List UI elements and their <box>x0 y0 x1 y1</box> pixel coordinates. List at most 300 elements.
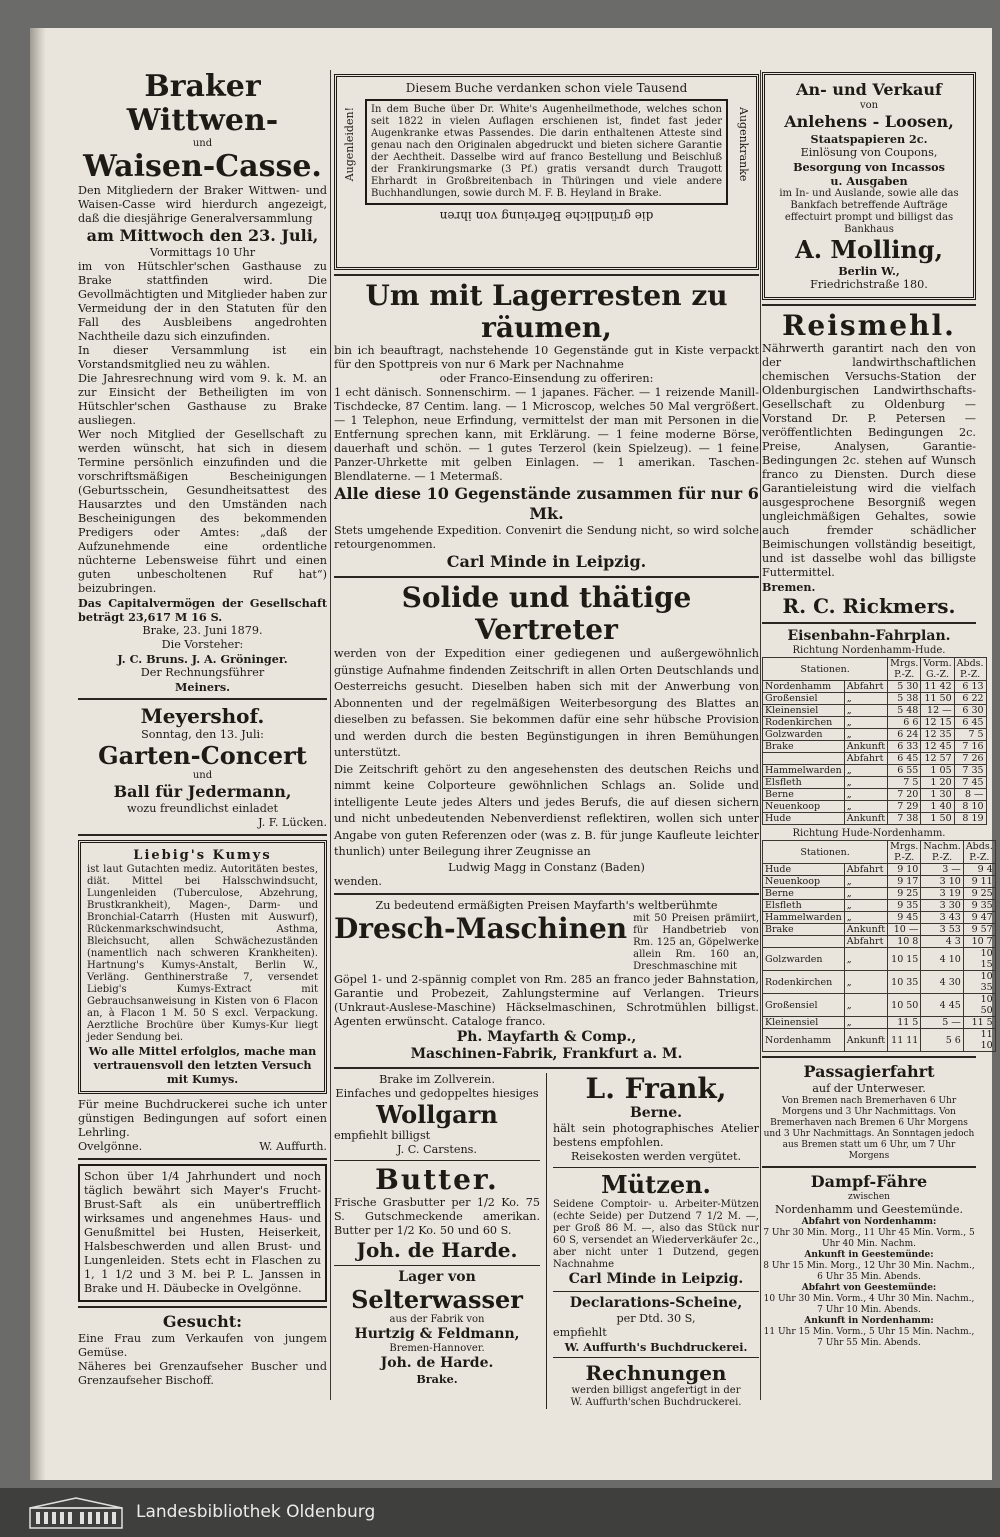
timetable-time: 9 25 <box>963 888 995 900</box>
ad-text: wozu freundlichst einladet <box>127 802 278 815</box>
timetable-time: 12 35 <box>921 729 954 741</box>
ad-city: Bremen-Hannover. <box>389 1342 485 1354</box>
timetable-time: 10 35 <box>888 971 921 994</box>
timetable-row <box>763 876 996 888</box>
ad-signatory: W. Auffurth. <box>259 1140 327 1153</box>
ad-firm: W. Auffurth's Buchdruckerei. <box>564 1339 748 1354</box>
timetable-kind: Ankunft <box>844 1029 887 1052</box>
ad-signatory: Joh. de Harde. <box>380 1354 494 1371</box>
timetable-time: 10 15 <box>888 948 921 971</box>
ad-subcolumn-left <box>334 1073 547 1409</box>
timetable-time: 5 — <box>921 1017 963 1029</box>
divider <box>334 893 759 895</box>
ad-text: Den Mitgliedern der Braker Wittwen- und Waisen-Casse wird hierdurch angezeigt, daß die diesjährige Generalversammlung <box>78 184 327 225</box>
timetable-time: 11 10 <box>963 1029 995 1052</box>
timetable-time: 6 45 <box>888 753 921 765</box>
timetable-row <box>763 888 996 900</box>
timetable-body <box>763 864 996 1052</box>
timetable-station: Nordenhamm <box>763 681 845 693</box>
ad-firm: Carl Minde in Leipzig. <box>446 552 647 571</box>
ad-title: Anlehens - Loosen, <box>784 112 954 131</box>
ad-title: An- und Verkauf <box>796 80 942 99</box>
ad-street: Friedrichstraße 180. <box>810 278 928 291</box>
ad-time: Vormittags 10 Uhr <box>149 246 256 259</box>
timetable-header-cell: Mrgs. P.-Z. <box>888 841 921 864</box>
ad-subcolumn-right <box>553 1073 759 1409</box>
divider <box>553 1357 759 1358</box>
timetable-row <box>763 801 987 813</box>
ad-text: Schon über 1/4 Jahrhundert und noch täglich bewährt sich Mayer's Frucht-Brust-Saft als ein unübertrefflich wirksames und angenehmes Haus- und Genußmittel bei Husten, Heiserkeit, Halsbeschwerden und allen Brust- und Lungenleiden. Stets echt in Flaschen zu 1, 1 1/2 und 3 M. bei P. L. Janssen in Brake und H. Däubecke in Ovelgönne. <box>84 1170 321 1295</box>
timetable-header-cell: Mrgs. P.-Z. <box>888 658 921 681</box>
ad-text: aus der Fabrik von <box>389 1313 485 1325</box>
ad-city: Berlin W., <box>838 264 900 278</box>
ad-line: Staatspapieren 2c. <box>810 132 928 146</box>
timetable-time: 12 15 <box>921 717 954 729</box>
timetable-station: Nordenhamm <box>763 1029 845 1052</box>
timetable-row <box>763 705 987 717</box>
ad-intro: Zu bedeutend ermäßigten Preisen Mayfarth's weltberühmte <box>375 898 718 912</box>
ad-note: Reisekosten werden vergütet. <box>570 1149 742 1163</box>
divider <box>334 1160 540 1161</box>
timetable-time: 10 15 <box>963 948 995 971</box>
timetable-row <box>763 900 996 912</box>
timetable-station: Neuenkoop <box>763 801 845 813</box>
timetable-kind: Ankunft <box>844 741 887 753</box>
ad-title: Dampf-Fähre <box>810 1172 928 1191</box>
ad-headline: Diesem Buche verdanken schon viele Tausend <box>405 81 688 95</box>
timetable-time: 8 19 <box>954 813 986 825</box>
ad-place: Brake. <box>416 1371 458 1386</box>
timetable-title: Eisenbahn-Fahrplan. <box>787 628 951 644</box>
ad-firm: Carl Minde in Leipzig. <box>568 1270 744 1287</box>
schedule-times: 7 Uhr 30 Min. Morg., 11 Uhr 45 Min. Vorm., 5 Uhr 40 Min. Nachm. <box>763 1228 975 1249</box>
timetable-row <box>763 765 987 777</box>
ad-reismehl <box>762 310 976 618</box>
timetable-time: 1 30 <box>921 789 954 801</box>
ad-firm-sub: Maschinen-Fabrik, Frankfurt a. M. <box>410 1045 683 1062</box>
timetable-time: 6 45 <box>954 717 986 729</box>
timetable-time: 5 48 <box>888 705 921 717</box>
timetable-time: 7 5 <box>954 729 986 741</box>
timetable-time: 4 45 <box>921 994 963 1017</box>
ad-footer-line <box>78 1140 327 1154</box>
ad-text: bin ich beauftragt, nachstehende 10 Gegenstände gut in Kiste verpackt für den Spottpreis von nur 6 Mark per Nachnahme <box>334 344 759 371</box>
timetable-station <box>763 753 845 765</box>
timetable-row <box>763 948 996 971</box>
ad-headline-inverted: die gründliche Befreiung von ihren <box>439 209 654 223</box>
ad-text: Die Zeitschrift gehört zu den angesehensten des deutschen Reichs und nimmt keine Colporteure gewöhnlichen Schlags an. Solide und intelligente Leute jedes Alters und jedes Berufs, die auf diesen sichern und nicht unbedeutenden Nebenverdienst reflektiren, wollen sich unter Angabe von guten Referenzen oder (was z. B. für junge Kaufleute leichter thunlich) unter Beilegung ihrer Zeugnisse an <box>334 762 759 858</box>
timetable-station <box>763 936 845 948</box>
divider <box>334 1265 540 1266</box>
timetable-time: 4 30 <box>921 971 963 994</box>
ad-line: Besorgung von Incassos <box>793 160 945 174</box>
ad-title: Meyershof. <box>140 704 265 728</box>
ad-slogan: Wo alle Mittel erfolglos, mache man vertrauensvoll den letzten Versuch mit Kumys. <box>88 1044 317 1086</box>
ad-text: Von Bremen nach Bremerhaven 6 Uhr Morgens und 3 Uhr Nachmittags. Von Bremerhaven nach Bremen 6 Uhr Morgens und 3 Uhr Nachmittags. An Sonntagen jedoch aus Bremen statt um 6 Uhr, um 7 Uhr Morgens <box>763 1096 975 1161</box>
timetable-row <box>763 693 987 705</box>
timetable-kind: „ <box>844 789 887 801</box>
timetable-time: 6 33 <box>888 741 921 753</box>
timetable-header-cell: Abds. P.-Z. <box>963 841 995 864</box>
timetable-row <box>763 681 987 693</box>
timetable-row <box>763 753 987 765</box>
timetable-kind: Abfahrt <box>844 753 887 765</box>
schedule-label: Abfahrt von Nordenhamm: <box>801 1217 937 1227</box>
ad-title: Gesucht: <box>162 1312 243 1331</box>
timetable-station: Rodenkirchen <box>763 971 845 994</box>
timetable-row <box>763 864 996 876</box>
timetable-time: 9 10 <box>888 864 921 876</box>
ad-title: Reismehl. <box>782 309 956 342</box>
ad-text: wenden. <box>334 874 382 888</box>
ad-subtitle: auf der Unterweser. <box>812 1082 926 1095</box>
timetable-time: 5 30 <box>888 681 921 693</box>
timetable-header-row <box>763 841 996 864</box>
timetable-time: 6 22 <box>954 693 986 705</box>
ad-signatories: J. C. Bruns. J. A. Gröninger. <box>117 652 288 666</box>
ad-headline: Garten-Concert <box>98 741 307 770</box>
timetable-time: 3 43 <box>921 912 963 924</box>
ad-title: Rechnungen <box>585 1360 727 1385</box>
schedule-times: 10 Uhr 30 Min. Vorm., 4 Uhr 30 Min. Nachm., 7 Uhr 10 Min. Abends. <box>763 1294 975 1315</box>
timetable-row <box>763 717 987 729</box>
timetable-header-cell: Abds. P.-Z. <box>954 658 986 681</box>
library-building-icon <box>28 1496 124 1530</box>
timetable-station: Kleinensiel <box>763 705 845 717</box>
ad-text: Stets umgehende Expedition. Convenirt die Sendung nicht, so wird solche retourgenommen. <box>334 524 759 551</box>
ad-offer: Alle diese 10 Gegenstände zusammen für nur 6 Mk. <box>334 484 759 523</box>
ad-route: Nordenhamm und Geestemünde. <box>774 1203 964 1216</box>
divider <box>762 304 976 306</box>
column-rule-1 <box>330 70 331 1400</box>
ad-gesucht <box>78 1312 327 1388</box>
timetable-time: 10 35 <box>963 971 995 994</box>
ad-text: ist laut Gutachten mediz. Autoritäten bestes, diät. Mittel bei Halsschwindsucht, Lungenleiden (Tuberculose, Abzehrung, Brustkrankheit), Magen-, Darm- und Bronchial-Catarrh (Husten mit Auswurf), Rückenmarkschwindsucht, Asthma, Bleichsucht, allen Schwächezuständen (namentlich nach schweren Krankheiten). Hartnung's Kumys-Anstalt, Berlin W., Verläng. Genthinerstraße 7, versendet Liebig's Kumys-Extract mit Gebrauchsanweisung in Kisten von 6 Flacon an, à Flacon 1 M. 50 S excl. Verpackung. Aerztliche Brochüre über Kumys-Kur liegt jeder Sendung bei. <box>87 864 318 1043</box>
timetable-row <box>763 994 996 1017</box>
column-rule-2 <box>760 70 761 1400</box>
divider <box>553 1291 759 1292</box>
divider <box>78 834 327 836</box>
ad-split-row <box>334 1073 759 1409</box>
timetable-header-cell: Stationen. <box>763 841 888 864</box>
timetable-kind: „ <box>844 765 887 777</box>
ad-place-date: Brake, 23. Juni 1879. <box>142 624 263 637</box>
ad-line: Einlösung von Coupons, <box>800 146 938 159</box>
ad-dreschmaschinen <box>334 899 759 1063</box>
timetable-header-row <box>763 658 987 681</box>
divider <box>78 1306 327 1308</box>
divider <box>334 576 759 578</box>
ad-title-2: Waisen-Casse. <box>83 149 322 184</box>
timetable-time: 8 — <box>954 789 986 801</box>
ad-firm: W. Auffurth'schen Buchdruckerei. <box>570 1396 742 1408</box>
timetable-time: 11 11 <box>888 1029 921 1052</box>
timetable-time: 4 10 <box>921 948 963 971</box>
ad-firm: Hurtzig & Feldmann, <box>354 1325 520 1342</box>
ad-text: werden billigst angefertigt in der <box>571 1384 741 1396</box>
divider <box>762 1056 976 1058</box>
timetable-station: Brake <box>763 924 845 936</box>
timetable-station: Golzwarden <box>763 948 845 971</box>
library-footer-bar <box>0 1488 1000 1537</box>
timetable-time: 12 57 <box>921 753 954 765</box>
timetable-time: 10 — <box>888 924 921 936</box>
ad-signatory-role: Der Rechnungsführer <box>140 666 265 679</box>
timetable-station: Großensiel <box>763 994 845 1017</box>
ad-text: Einfaches und gedoppeltes hiesiges <box>335 1086 539 1100</box>
timetable-direction: Richtung Nordenhamm-Hude. <box>792 645 946 656</box>
column-right <box>762 48 993 1477</box>
ad-conj: von <box>859 100 879 111</box>
schedule-label: Ankunft in Geestemünde: <box>804 1250 934 1260</box>
timetable-kind: „ <box>844 705 887 717</box>
timetable-station: Berne <box>763 888 845 900</box>
timetable-kind: „ <box>844 912 887 924</box>
timetable-kind: „ <box>844 888 887 900</box>
timetable-time: 3 19 <box>921 888 963 900</box>
ad-firm: A. Molling, <box>795 235 943 264</box>
timetable-time: 12 45 <box>921 741 954 753</box>
ad-side-label-right: Augenkranke <box>737 107 750 182</box>
timetable-station: Golzwarden <box>763 729 845 741</box>
schedule-label: Abfahrt von Geestemünde: <box>801 1283 937 1293</box>
divider <box>78 1158 327 1160</box>
timetable-time: 10 8 <box>888 936 921 948</box>
timetable-row <box>763 971 996 994</box>
timetable-time: 5 38 <box>888 693 921 705</box>
timetable-kind: „ <box>844 729 887 741</box>
timetable-kind: „ <box>844 717 887 729</box>
ad-wittwen-casse <box>78 70 327 694</box>
timetable-table-1 <box>762 657 987 825</box>
timetable-time: 8 10 <box>954 801 986 813</box>
ad-text: Wer noch Mitglied der Gesellschaft zu werden wünscht, hat sich in diesem Termine persönlich einzufinden und die vorschriftsmäßigen Bescheinigungen (Geburtsschein, Gesundheitsattest des Hausarztes und den Umständen nach Bescheinigungen des bekommenden Predigers oder Amtes: „daß der Aufzunehmende eine ordentliche nüchterne Lebensweise führt und einen guten unbescholtenen Ruf hat“) beizubringen. <box>78 428 327 595</box>
timetable-time: 7 20 <box>888 789 921 801</box>
timetable-kind: „ <box>844 876 887 888</box>
ad-text: In dem Buche über Dr. White's Augenheilmethode, welches schon seit 1822 in vielen Auflagen erschienen ist, findet fast jeder Augenkranke etwas Passendes. Die darin enthaltenen Atteste sind genau nach den Originalen abgedruckt und bieten sichere Garantie der Aechtheit. Dasselbe wird auf franco Bestellung und Beischluß der Frankirungsmarke (3 Pf.) gratis versandt durch Traugott Ehrhardt in Großbreitenbach in Thüringen und viele andere Buchhandlungen, sowie durch M. F. B. Heyland in Brake. <box>365 99 728 205</box>
timetable-railway <box>762 628 993 1052</box>
ad-conj: zwischen <box>848 1192 890 1202</box>
ad-vertreter <box>334 582 759 889</box>
ad-city: Bremen. <box>762 580 816 594</box>
ad-text: im von Hütschler'schen Gasthause zu Brake stattfinden wird. Die Gevollmächtigten und Mitglieder haben zur Vermeidung der in den Statuten für den Fall des Ausbleibens angedrohten Nachtheile dazu sich einzufinden. <box>78 260 327 343</box>
ad-signatory: Joh. de Harde. <box>356 1237 518 1262</box>
timetable-station: Hude <box>763 864 845 876</box>
timetable-time: 3 53 <box>921 924 963 936</box>
column-middle <box>334 48 759 1477</box>
timetable-time: 7 45 <box>954 777 986 789</box>
timetable-body <box>763 681 987 825</box>
timetable-kind: Ankunft <box>844 813 887 825</box>
ad-dampf-faehre <box>762 1172 976 1349</box>
timetable-kind: Abfahrt <box>844 864 887 876</box>
timetable-kind: „ <box>844 900 887 912</box>
timetable-time: 7 35 <box>954 765 986 777</box>
timetable-row <box>763 912 996 924</box>
timetable-time: 6 13 <box>954 681 986 693</box>
ad-text: werden von der Expedition einer gediegenen und außergewöhnlich günstige Aufnahme findenden Zeitschrift in allen Orten Deutschlands und Oesterreichs gesucht. Dieselben haben sich mit der Anwerbung von Abonnenten und der regelmäßigen Weiterbesorgung des Blattes an dieselben zu befassen. Sie bekommen dafür eine sehr hübsche Provision und werden durch die besten Begünstigungen in ihren Bemühungen unterstützt. <box>334 647 759 759</box>
ad-signatory: J. F. Lücken. <box>258 816 327 829</box>
ad-date: am Mittwoch den 23. Juli, <box>86 226 319 245</box>
timetable-station: Brake <box>763 741 845 753</box>
timetable-kind: „ <box>844 693 887 705</box>
ad-text: empfiehlt <box>553 1325 607 1339</box>
timetable-time: 4 3 <box>921 936 963 948</box>
timetable-station: Elsfleth <box>763 777 845 789</box>
ad-title: Dresch-Maschinen <box>334 911 628 945</box>
ad-text: oder Franco-Einsendung zu offeriren: <box>439 372 654 385</box>
ad-text: Die Jahresrechnung wird vom 9. k. M. an zur Einsicht der Betheiligten im von Hütschler'schen Gasthause zu Brake ausliegen. <box>78 372 327 427</box>
ad-text: Näheres bei Grenzaufseher Buscher und Grenzaufseher Bischoff. <box>78 1360 327 1387</box>
timetable-time: 9 45 <box>888 912 921 924</box>
timetable-time: 9 35 <box>963 900 995 912</box>
ad-text: hält sein photographisches Atelier bestens empfohlen. <box>553 1121 759 1149</box>
ad-firm: R. C. Rickmers. <box>782 594 956 618</box>
divider <box>78 698 327 700</box>
ad-place: Brake im Zollverein. <box>379 1072 495 1086</box>
ad-text: Frische Grasbutter per 1/2 Ko. 75 S. Gutschmeckende amerikan. Butter per 1/2 Ko. 50 und 60 S. <box>334 1195 540 1237</box>
library-name: Landesbibliothek Oldenburg <box>136 1502 376 1522</box>
ad-title: Butter. <box>375 1162 499 1196</box>
timetable-direction: Richtung Hude-Nordenhamm. <box>792 828 946 839</box>
timetable-time: 3 30 <box>921 900 963 912</box>
timetable-time: 12 — <box>921 705 954 717</box>
timetable-time: 6 55 <box>888 765 921 777</box>
timetable-row <box>763 741 987 753</box>
ad-text: mit 50 Preisen prämiirt, für Handbetrieb von Rm. 125 an, Göpelwerke allein Rm. 160 an, Dreschmaschine mit <box>633 912 759 972</box>
ad-title: Passagierfahrt <box>803 1062 935 1081</box>
schedule-times: 11 Uhr 15 Min. Vorm., 5 Uhr 15 Min. Nachm., 7 Uhr 55 Min. Abends. <box>763 1327 975 1348</box>
timetable-time: 9 47 <box>963 912 995 924</box>
ad-title: Solide und thätige Vertreter <box>401 581 692 646</box>
timetable-station: Elsfleth <box>763 900 845 912</box>
timetable-row <box>763 777 987 789</box>
ad-title: Um mit Lagerresten zu räumen, <box>365 279 728 344</box>
timetable-row <box>763 813 987 825</box>
ad-signatory: Meiners. <box>174 680 231 694</box>
ad-meyershof <box>78 704 327 830</box>
timetable-row <box>763 936 996 948</box>
timetable-time: 3 — <box>921 864 963 876</box>
ad-text: Eine Frau zum Verkaufen von jungem Gemüse. <box>78 1332 327 1359</box>
ad-text: empfiehlt billigst <box>334 1128 431 1142</box>
ad-signatories-label: Die Vorsteher: <box>161 638 244 651</box>
ad-side-label-left: Augenleiden! <box>343 107 356 182</box>
ad-firm: Ph. Mayfarth & Comp., <box>456 1028 637 1045</box>
divider <box>553 1167 759 1168</box>
timetable-time: 9 4 <box>963 864 995 876</box>
timetable-header-cell: Nachm. P.-Z. <box>921 841 963 864</box>
ad-line: u. Ausgaben <box>830 174 908 188</box>
timetable-station: Berne <box>763 789 845 801</box>
ad-passagierfahrt <box>762 1062 976 1162</box>
timetable-station: Neuenkoop <box>763 876 845 888</box>
timetable-time: 7 26 <box>954 753 986 765</box>
timetable-time: 1 20 <box>921 777 954 789</box>
ad-conj: und <box>192 770 213 781</box>
timetable-kind: Abfahrt <box>844 681 887 693</box>
timetable-kind: Ankunft <box>844 924 887 936</box>
timetable-time: 7 29 <box>888 801 921 813</box>
ad-text: Göpel 1- und 2-spännig complet von Rm. 285 an franco jeder Bahnstation, Garantie und Probezeit, Zahlungstermine auf Verlangen. Trieurs (Unkraut-Auslese-Maschine) Häckselmaschinen, Schrotmühlen billigst. Agenten erwünscht. Cataloge franco. <box>334 972 759 1028</box>
timetable-time: 7 38 <box>888 813 921 825</box>
ad-signatory: J. C. Carstens. <box>397 1142 477 1156</box>
timetable-time: 11 50 <box>921 693 954 705</box>
ad-lagerreste <box>334 280 759 572</box>
ad-title: Mützen. <box>601 1169 711 1199</box>
ad-title: Selterwasser <box>351 1284 523 1314</box>
timetable-time: 11 42 <box>921 681 954 693</box>
timetable-time: 9 17 <box>888 876 921 888</box>
timetable-time: 7 5 <box>888 777 921 789</box>
ad-liebig-kumys <box>78 840 327 1094</box>
ad-title: Declarations-Scheine, <box>569 1294 743 1311</box>
ad-text: Nährwerth garantirt nach den von der landwirthschaftlichen chemischen Versuchs-Station der Oldenburgischen Landwirthschafts-Gesellschaft zu Oldenburg — Vorstand Dr. P. Petersen — veröffentlichten Bedingungen 2c. Preise, Analysen, Garantie-Bedingungen 2c. stehen auf Wunsch franco zu Diensten. Durch diese Garantieleistung wird die vielfach ausgesprochene Besorgniß wegen ungleichmäßigen Gehaltes, sowie auch fremder schädlicher Beimischungen vollständig beseitigt, und ist dasselbe wohl das billigste Futtermittel. <box>762 342 976 579</box>
timetable-time: 6 6 <box>888 717 921 729</box>
timetable-time: 10 7 <box>963 936 995 948</box>
timetable-time: 7 16 <box>954 741 986 753</box>
timetable-time: 9 57 <box>963 924 995 936</box>
divider <box>334 1067 759 1069</box>
divider <box>334 274 759 276</box>
divider <box>762 1166 976 1168</box>
timetable-time: 9 11 <box>963 876 995 888</box>
ad-text: Für meine Buchdruckerei suche ich unter günstigen Bedingungen auf sofort einen Lehrling. <box>78 1098 327 1139</box>
timetable-time: 9 35 <box>888 900 921 912</box>
timetable-header-cell: Stationen. <box>763 658 888 681</box>
timetable-time: 9 25 <box>888 888 921 900</box>
ad-bankhaus-molling <box>762 72 976 300</box>
timetable-header-cell: Vorm. G.-Z. <box>921 658 954 681</box>
timetable-station: Kleinensiel <box>763 1017 845 1029</box>
timetable-kind: „ <box>844 994 887 1017</box>
timetable-time: 10 50 <box>888 994 921 1017</box>
timetable-time: 1 50 <box>921 813 954 825</box>
timetable-time: 3 10 <box>921 876 963 888</box>
timetable-kind: „ <box>844 1017 887 1029</box>
ad-item-list: 1 echt dänisch. Sonnenschirm. — 1 japanes. Fächer. — 1 reizende Manill-Tischdecke, 87 Centim. lang. — 1 Microscop, welches 50 Mal vergrößert. — 1 Telephon, neue Erfindung, vermittelst der man mit Personen in die Entfernung sprechen kann, mit Erklärung. — 1 feine moderne Börse, dauerhaft und schön. — 1 gutes Terzerol (kein Spielzeug). — 1 feine Panzer-Uhrkette mit gelben Einlagen. — 1 amerikan. Taschen-Blendlaterne. — 1 Metermaß. <box>334 386 759 483</box>
timetable-station: Rodenkirchen <box>763 717 845 729</box>
schedule-times: 8 Uhr 15 Min. Morg., 12 Uhr 30 Min. Nachm., 6 Uhr 35 Min. Abends. <box>763 1261 975 1282</box>
ad-headline: Ball für Jedermann, <box>113 782 292 801</box>
timetable-kind: „ <box>844 971 887 994</box>
timetable-station: Hammelwarden <box>763 765 845 777</box>
timetable-kind: Abfahrt <box>844 936 887 948</box>
timetable-row <box>763 729 987 741</box>
page-binding-shadow <box>30 28 46 1480</box>
schedule-label: Ankunft in Nordenhamm: <box>804 1316 934 1326</box>
ad-augenheilmethode <box>334 74 759 270</box>
ad-conj: und <box>192 138 213 149</box>
timetable-kind: „ <box>844 801 887 813</box>
timetable-time: 6 30 <box>954 705 986 717</box>
timetable-time: 5 6 <box>921 1029 963 1052</box>
ad-address: Ludwig Magg in Constanz (Baden) <box>448 860 645 874</box>
timetable-row <box>763 1017 996 1029</box>
ad-date: Sonntag, den 13. Juli: <box>141 728 264 741</box>
timetable-time: 11 5 <box>888 1017 921 1029</box>
ad-title-row <box>334 913 759 973</box>
ad-place: Ovelgönne. <box>78 1140 143 1153</box>
ad-text: In dieser Versammlung ist ein Vorstandsmitglied neu zu wählen. <box>78 344 327 371</box>
timetable-row <box>763 924 996 936</box>
ad-text: Seidene Comptoir- u. Arbeiter-Mützen (echte Seide) per Dutzend 7 1/2 M. —, per Groß 86 M. —, also das Stück nur 60 S, versendet an Wiederverkäufer 2c., aber nicht unter 1 Dutzend, gegen Nachnahme <box>553 1198 759 1270</box>
ad-title: Liebig's Kumys <box>133 848 272 863</box>
timetable-station: Großensiel <box>763 693 845 705</box>
timetable-time: 1 05 <box>921 765 954 777</box>
timetable-kind: „ <box>844 948 887 971</box>
timetable-time: 10 50 <box>963 994 995 1017</box>
